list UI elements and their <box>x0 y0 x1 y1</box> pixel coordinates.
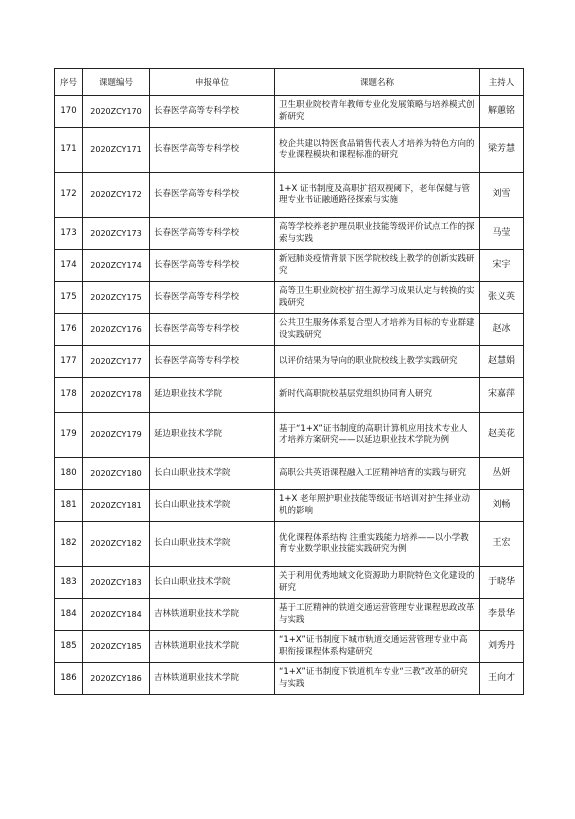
cell-title: 以评价结果为导向的职业院校线上教学实践研究 <box>275 346 480 378</box>
cell-host: 宋嘉萍 <box>480 378 524 413</box>
cell-unit: 长春医学高等专科学校 <box>150 218 275 250</box>
cell-code: 2020ZCY182 <box>83 522 150 567</box>
cell-unit: 长春医学高等专科学校 <box>150 346 275 378</box>
cell-code: 2020ZCY186 <box>83 663 150 695</box>
table-row <box>55 490 524 522</box>
cell-title: 优化课程体系结构 注重实践能力培养——以小学教育专业数学职业技能实践研究为例 <box>275 522 480 567</box>
cell-unit: 吉林铁道职业技术学院 <box>150 631 275 663</box>
cell-host: 刘雪 <box>480 173 524 218</box>
header-unit: 申报单位 <box>150 69 275 96</box>
cell-code: 2020ZCY184 <box>83 599 150 631</box>
cell-code: 2020ZCY185 <box>83 631 150 663</box>
cell-number: 184 <box>55 599 83 631</box>
table-row <box>55 413 524 458</box>
cell-unit: 延边职业技术学院 <box>150 378 275 413</box>
cell-unit: 长白山职业技术学院 <box>150 490 275 522</box>
cell-code: 2020ZCY178 <box>83 378 150 413</box>
cell-unit: 延边职业技术学院 <box>150 413 275 458</box>
table-row <box>55 567 524 599</box>
cell-title: 高职公共英语课程融入工匠精神培育的实践与研究 <box>275 458 480 490</box>
cell-number: 178 <box>55 378 83 413</box>
cell-host: 刘畅 <box>480 490 524 522</box>
cell-number: 176 <box>55 314 83 346</box>
cell-title: 高等卫生职业院校扩招生源学习成果认定与转换的实践研究 <box>275 282 480 314</box>
table-row <box>55 314 524 346</box>
table-row <box>55 282 524 314</box>
project-table <box>54 68 524 695</box>
cell-host: 梁芳慧 <box>480 128 524 173</box>
cell-title: 卫生职业院校青年教师专业化发展策略与培养模式创新研究 <box>275 96 480 128</box>
cell-unit: 长春医学高等专科学校 <box>150 314 275 346</box>
cell-code: 2020ZCY175 <box>83 282 150 314</box>
cell-unit: 长白山职业技术学院 <box>150 458 275 490</box>
cell-code: 2020ZCY176 <box>83 314 150 346</box>
table-row <box>55 378 524 413</box>
cell-number: 186 <box>55 663 83 695</box>
cell-title: 1+X 证书制度及高职扩招双视阈下，老年保健与管理专业书证融通路径探索与实施 <box>275 173 480 218</box>
table-row <box>55 458 524 490</box>
table-row <box>55 96 524 128</box>
table-row <box>55 128 524 173</box>
cell-code: 2020ZCY183 <box>83 567 150 599</box>
cell-host: 马莹 <box>480 218 524 250</box>
cell-code: 2020ZCY170 <box>83 96 150 128</box>
cell-number: 177 <box>55 346 83 378</box>
cell-number: 170 <box>55 96 83 128</box>
cell-number: 172 <box>55 173 83 218</box>
cell-title: 基于“1+X”证书制度的高职计算机应用技术专业人才培养方案研究——以延边职业技术学院为例 <box>275 413 480 458</box>
table-row <box>55 218 524 250</box>
cell-code: 2020ZCY180 <box>83 458 150 490</box>
cell-number: 173 <box>55 218 83 250</box>
cell-host: 李景华 <box>480 599 524 631</box>
cell-host: 赵美花 <box>480 413 524 458</box>
cell-title: 新时代高职院校基层党组织协同育人研究 <box>275 378 480 413</box>
document-page <box>54 68 523 695</box>
cell-number: 179 <box>55 413 83 458</box>
cell-number: 181 <box>55 490 83 522</box>
table-row <box>55 173 524 218</box>
cell-unit: 吉林铁道职业技术学院 <box>150 599 275 631</box>
header-number: 序号 <box>55 69 83 96</box>
cell-unit: 长春医学高等专科学校 <box>150 282 275 314</box>
cell-host: 赵冰 <box>480 314 524 346</box>
cell-title: 公共卫生服务体系复合型人才培养为目标的专业群建设实践研究 <box>275 314 480 346</box>
cell-host: 刘秀丹 <box>480 631 524 663</box>
cell-code: 2020ZCY179 <box>83 413 150 458</box>
cell-unit: 长春医学高等专科学校 <box>150 128 275 173</box>
cell-title: 关于利用优秀地域文化资源助力职院特色文化建设的研究 <box>275 567 480 599</box>
cell-host: 王宏 <box>480 522 524 567</box>
table-row <box>55 346 524 378</box>
cell-title: “1+X”证书制度下城市轨道交通运营管理专业中高职衔接课程体系构建研究 <box>275 631 480 663</box>
cell-title: 高等学校养老护理员职业技能等级评价试点工作的探索与实践 <box>275 218 480 250</box>
cell-title: 1+X 老年照护职业技能等级证书培训对护生择业动机的影响 <box>275 490 480 522</box>
cell-code: 2020ZCY171 <box>83 128 150 173</box>
table-row <box>55 663 524 695</box>
header-title: 课题名称 <box>275 69 480 96</box>
cell-unit: 长春医学高等专科学校 <box>150 250 275 282</box>
table-header-row <box>55 69 524 96</box>
cell-number: 182 <box>55 522 83 567</box>
cell-title: 校企共建以特医食品销售代表人才培养为特色方向的专业课程模块和课程标准的研究 <box>275 128 480 173</box>
cell-host: 张义英 <box>480 282 524 314</box>
cell-code: 2020ZCY177 <box>83 346 150 378</box>
cell-code: 2020ZCY181 <box>83 490 150 522</box>
cell-unit: 长春医学高等专科学校 <box>150 96 275 128</box>
cell-unit: 长白山职业技术学院 <box>150 567 275 599</box>
cell-host: 赵慧娟 <box>480 346 524 378</box>
cell-number: 174 <box>55 250 83 282</box>
table-row <box>55 250 524 282</box>
cell-number: 183 <box>55 567 83 599</box>
cell-number: 171 <box>55 128 83 173</box>
cell-code: 2020ZCY173 <box>83 218 150 250</box>
cell-unit: 长白山职业技术学院 <box>150 522 275 567</box>
cell-unit: 长春医学高等专科学校 <box>150 173 275 218</box>
cell-host: 解蕙铭 <box>480 96 524 128</box>
cell-title: “1+X”证书制度下铁道机车专业“三教”改革的研究与实践 <box>275 663 480 695</box>
cell-code: 2020ZCY172 <box>83 173 150 218</box>
cell-title: 新冠肺炎疫情背景下医学院校线上教学的创新实践研究 <box>275 250 480 282</box>
table-row <box>55 631 524 663</box>
cell-host: 丛妍 <box>480 458 524 490</box>
cell-code: 2020ZCY174 <box>83 250 150 282</box>
table-row <box>55 599 524 631</box>
cell-unit: 吉林铁道职业技术学院 <box>150 663 275 695</box>
cell-host: 王向才 <box>480 663 524 695</box>
header-host: 主持人 <box>480 69 524 96</box>
cell-number: 180 <box>55 458 83 490</box>
cell-number: 185 <box>55 631 83 663</box>
cell-number: 175 <box>55 282 83 314</box>
table-row <box>55 522 524 567</box>
header-code: 课题编号 <box>83 69 150 96</box>
cell-host: 于晓华 <box>480 567 524 599</box>
cell-host: 宋宇 <box>480 250 524 282</box>
cell-title: 基于工匠精神的铁道交通运营管理专业课程思政改革与实践 <box>275 599 480 631</box>
